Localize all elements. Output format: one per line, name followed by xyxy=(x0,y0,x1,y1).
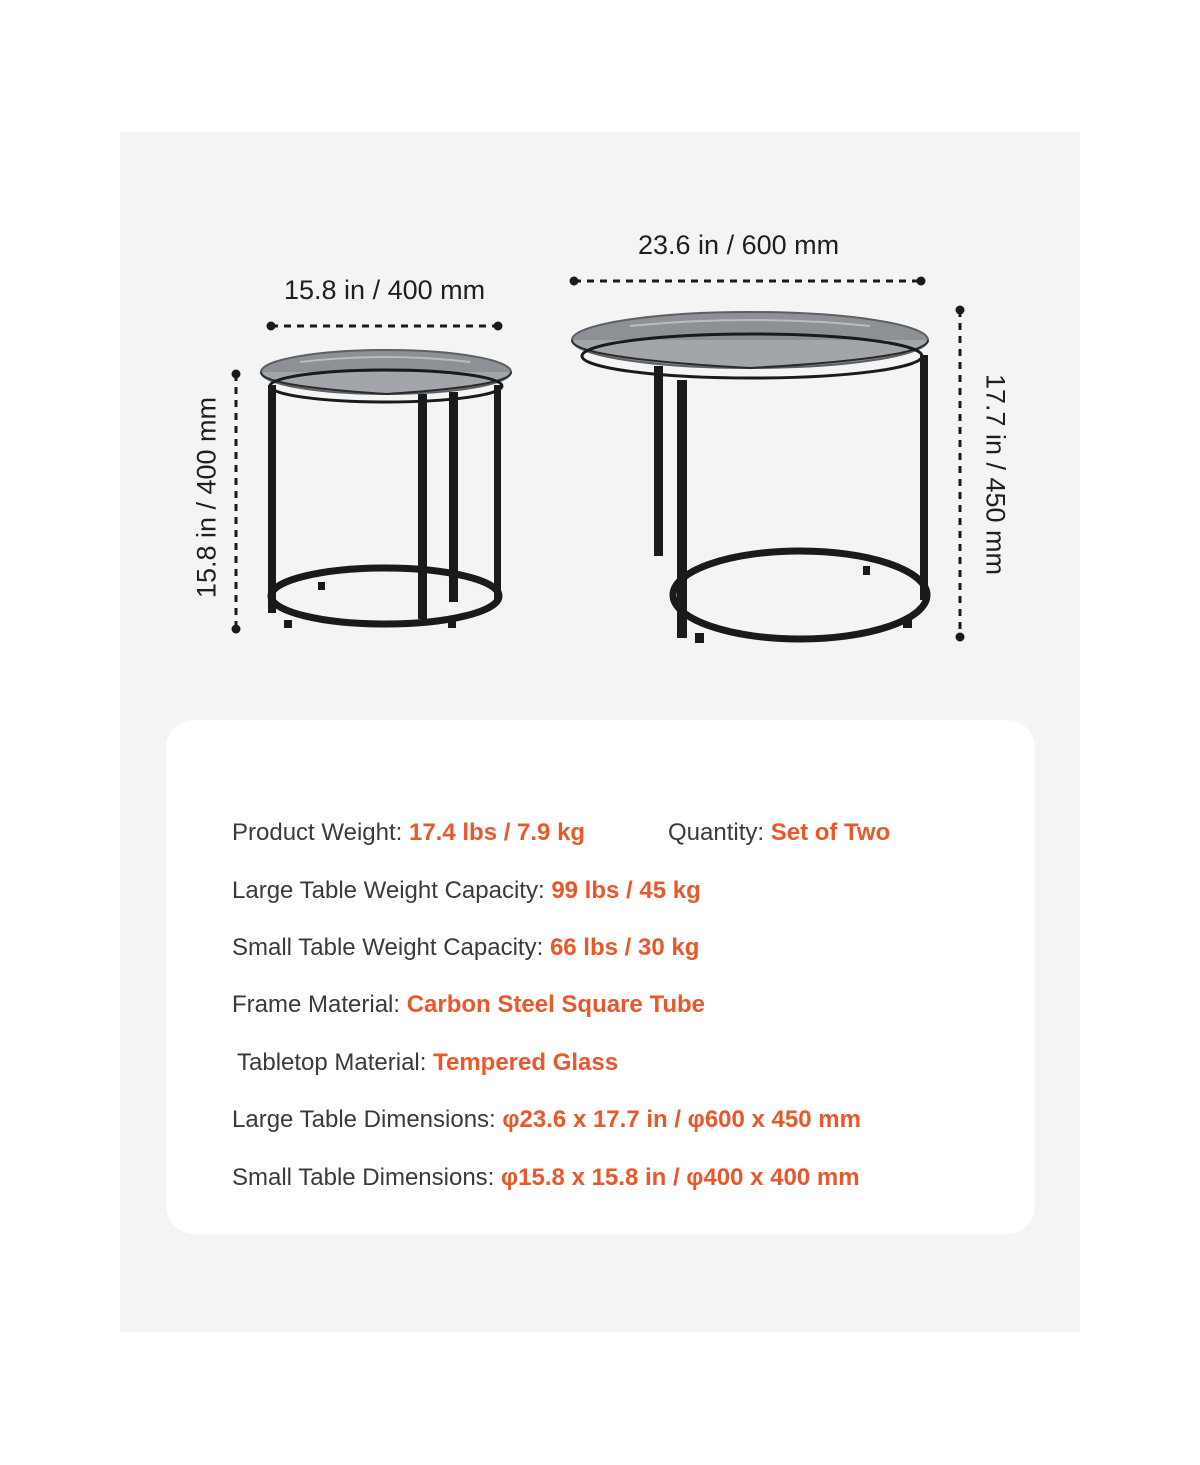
large-height-dimension-line xyxy=(956,306,965,642)
small-width-dimension-line xyxy=(267,322,503,331)
spec-value: φ23.6 x 17.7 in / φ600 x 450 mm xyxy=(502,1106,861,1133)
spec-large-dimensions xyxy=(232,1106,861,1134)
spec-value: 99 lbs / 45 kg xyxy=(551,877,701,904)
spec-large-capacity xyxy=(232,877,701,905)
spec-label: Frame Material: xyxy=(232,991,401,1018)
spec-label: Large Table Weight Capacity: xyxy=(232,877,545,904)
small-height-label: 15.8 in / 400 mm xyxy=(191,396,222,599)
spec-label: Quantity: xyxy=(668,819,765,846)
spec-value: φ15.8 x 15.8 in / φ400 x 400 mm xyxy=(501,1164,860,1191)
tables-illustration xyxy=(0,0,1200,720)
spec-value: 17.4 lbs / 7.9 kg xyxy=(408,819,586,846)
spec-label: Product Weight: xyxy=(232,819,403,846)
spec-small-dimensions xyxy=(232,1164,860,1192)
spec-label: Tabletop Material: xyxy=(237,1049,427,1076)
spec-label: Small Table Dimensions: xyxy=(232,1164,495,1191)
spec-card xyxy=(166,720,1035,1234)
spec-label: Large Table Dimensions: xyxy=(232,1106,496,1133)
spec-product-weight xyxy=(232,819,585,847)
spec-value: Carbon Steel Square Tube xyxy=(406,991,705,1018)
large-table-image xyxy=(572,312,928,643)
large-width-label: 23.6 in / 600 mm xyxy=(638,230,840,260)
spec-quantity xyxy=(668,819,890,847)
spec-label: Small Table Weight Capacity: xyxy=(232,934,544,961)
small-width-label: 15.8 in / 400 mm xyxy=(284,275,486,305)
spec-frame-material xyxy=(232,991,705,1019)
small-table-image xyxy=(261,350,511,628)
spec-value: 66 lbs / 30 kg xyxy=(549,934,700,961)
spec-value: Tempered Glass xyxy=(433,1049,619,1076)
large-width-dimension-line xyxy=(570,277,926,286)
small-height-dimension-line xyxy=(232,370,241,634)
spec-tabletop-material xyxy=(237,1049,618,1077)
spec-small-capacity xyxy=(232,934,699,962)
spec-value: Set of Two xyxy=(770,819,891,846)
large-height-label: 17.7 in / 450 mm xyxy=(980,373,1011,576)
